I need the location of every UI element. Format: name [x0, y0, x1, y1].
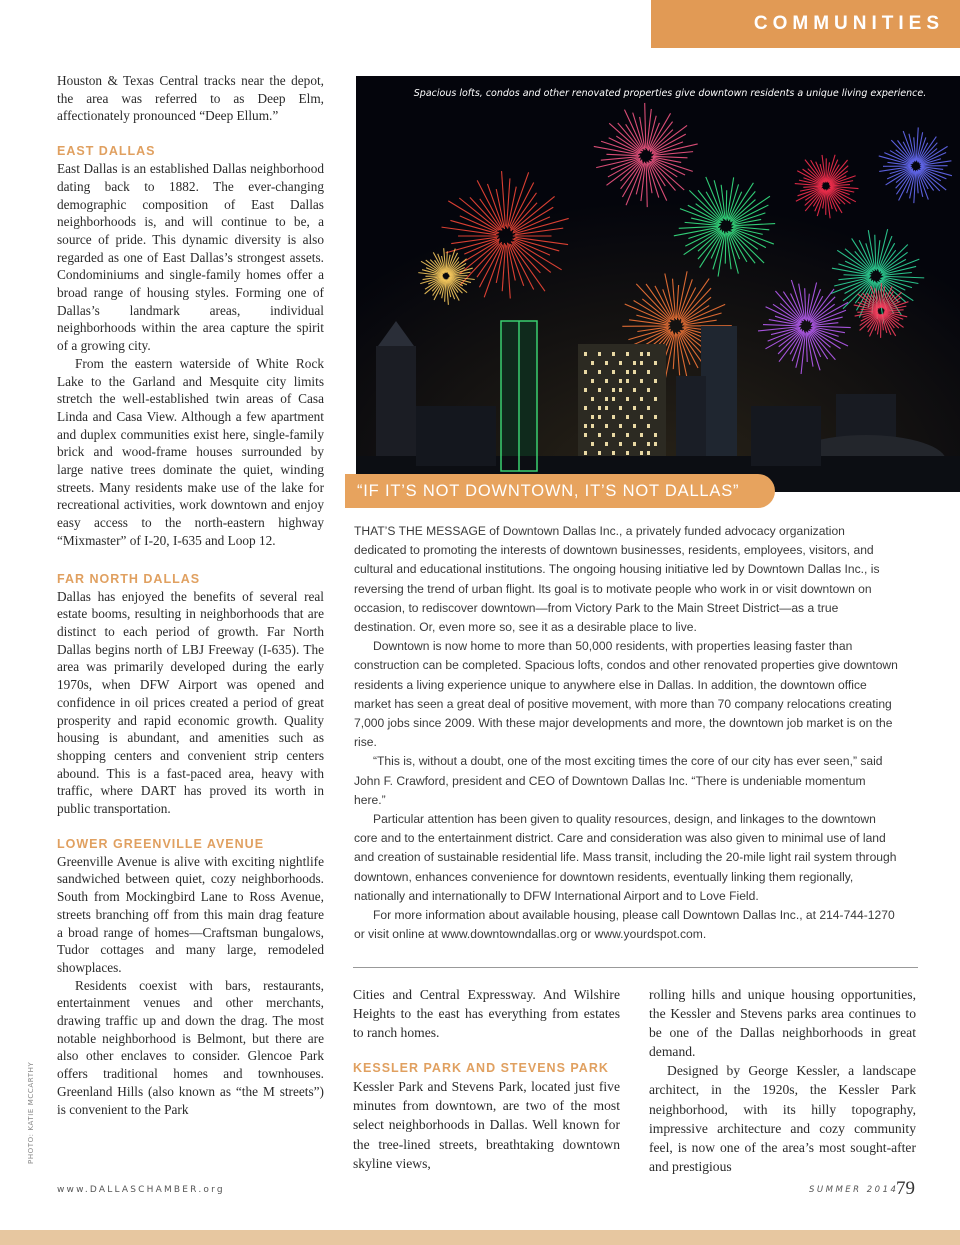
- window-light: [654, 433, 657, 437]
- window-light: [640, 361, 643, 365]
- sidebar-p1: THAT’S THE MESSAGE of Downtown Dallas Inc., a privately funded advocacy organization dedicated to promoting the interests of downtown businesses, residents, employees, visitors, and cultural and educational institutions. The ongoing housing initiative led by Downtown Dallas Inc., is reversing the trend of urban flight. Its goal is to motivate people who work in or visit downtown on occasion, to rediscover downtown—from Victory Park to the Main Street District—as a true destination. Or, even more so, see it as a desirable place to live.: [354, 524, 880, 635]
- window-light: [633, 406, 636, 410]
- window-light: [626, 451, 629, 455]
- window-light: [612, 415, 615, 419]
- window-light: [647, 352, 650, 356]
- sidebar-p2: Downtown is now home to more than 50,000 residents, with properties leasing faster than construction can be completed. Spacious lofts, condos and other renovated properties give downtown residents a living experience unique to anywhere else in Dallas. In addition, the downtown office market has seen a great deal of positive movement, with more than 70 company relocations creating 7,000 jobs since 2009. With these major developments and more, the downtown job market is on the rise.: [354, 639, 898, 750]
- window-light: [619, 379, 622, 383]
- window-light: [619, 406, 622, 410]
- window-light: [584, 352, 587, 356]
- window-light: [591, 397, 594, 401]
- window-light: [640, 397, 643, 401]
- window-light: [591, 361, 594, 365]
- window-light: [591, 424, 594, 428]
- window-light: [626, 433, 629, 437]
- photo-credit: PHOTO: KATIE MCCARTHY: [27, 1061, 35, 1164]
- window-light: [626, 415, 629, 419]
- window-light: [598, 451, 601, 455]
- window-light: [626, 397, 629, 401]
- window-light: [584, 370, 587, 374]
- firework-streak: [726, 190, 727, 220]
- sidebar-divider: [353, 967, 918, 968]
- east-dallas-p1: East Dallas is an established Dallas neighborhood dating back to 1882. The ever-changing demographic composition of East Dallas neighborhoods is, and will continue to be, a source of pride. This dynamic diversity is also regarded as one of East Dallas’s strongest assets. Condominiums and single-family homes offer a broad range of housing styles. Forming one of Dallas’s landmark areas, individual neighborhoods within the area capture the spirit of a growing city.: [57, 161, 324, 354]
- window-light: [605, 379, 608, 383]
- window-light: [605, 424, 608, 428]
- window-light: [647, 370, 650, 374]
- sidebar-p3: “This is, without a doubt, one of the most exciting times the core of our city has ever seen,” said John F. Crawford, president and CEO of Downtown Dallas Inc. “There is undeniable momentum here.”: [354, 754, 883, 807]
- window-light: [647, 451, 650, 455]
- window-light: [584, 433, 587, 437]
- footer-bar: [0, 1230, 960, 1245]
- window-light: [591, 442, 594, 446]
- window-light: [598, 406, 601, 410]
- window-light: [619, 442, 622, 446]
- fireworks-photo: [356, 76, 960, 492]
- right-p1: rolling hills and unique housing opportunities, the Kessler and Stevens parks area continues to be one of the Dallas neighborhoods in great demand.: [649, 987, 916, 1060]
- window-light: [626, 352, 629, 356]
- window-light: [612, 352, 615, 356]
- window-light: [626, 370, 629, 374]
- window-light: [598, 433, 601, 437]
- window-light: [626, 379, 629, 383]
- middle-column: [353, 985, 620, 1173]
- window-light: [633, 361, 636, 365]
- window-light: [633, 388, 636, 392]
- page-number: 79: [896, 1178, 915, 1199]
- right-p2: Designed by George Kessler, a landscape architect, in the 1920s, the Kessler Park neighborhood, with its hilly topography, impressive architecture and cozy community feel, is now one of the area’s most sought-after and prestigious: [649, 1063, 916, 1174]
- intro-paragraph: Houston & Texas Central tracks near the depot, the area was referred to as Deep Elm, affectionately pronounced “Deep Ellum.”: [57, 73, 324, 124]
- sidebar-p4: Particular attention has been given to quality resources, design, and linkages to the downtown core and to the entertainment district. Care and consideration was also given to minimal use of land and creation of sustainable residential life. Mass transit, including the 20-mile light rail system through downtown, enhances convenience for downtown residents, eventually linking them regionally, nationally and internationally to DFW International Airport and to Love Field.: [354, 812, 897, 903]
- window-light: [612, 388, 615, 392]
- left-column: [57, 72, 324, 1118]
- window-light: [619, 424, 622, 428]
- east-dallas-p2: From the eastern waterside of White Rock Lake to the Garland and Mesquite city limits stretch the well-established twin areas of Casa Linda and Casa View. Although a few apartment and duplex communities exist here, single-family brick and wood-frame houses surrounded by large native trees dominate the quiet, winding streets. Many residents make use of the lake for recreational activities, work downtown and enjoy easy access to the north-eastern highway “Mixmaster” of I-20, I-635 and Loop 12.: [57, 355, 324, 548]
- window-light: [605, 397, 608, 401]
- footer-website: www.DALLASCHAMBER.org: [57, 1185, 225, 1195]
- window-light: [584, 451, 587, 455]
- window-light: [640, 451, 643, 455]
- window-light: [612, 370, 615, 374]
- window-light: [654, 397, 657, 401]
- window-light: [619, 388, 622, 392]
- window-light: [605, 406, 608, 410]
- window-light: [654, 361, 657, 365]
- window-light: [633, 370, 636, 374]
- fireworks-skyline-illustration: [356, 76, 960, 492]
- window-light: [640, 415, 643, 419]
- window-light: [584, 388, 587, 392]
- window-light: [640, 352, 643, 356]
- section-tab-label: COMMUNITIES: [753, 13, 944, 34]
- window-light: [654, 415, 657, 419]
- window-light: [647, 388, 650, 392]
- middle-p1: Cities and Central Expressway. And Wilshire Heights to the east has everything from estates to ranch homes.: [353, 987, 620, 1041]
- firework-streak: [725, 232, 726, 264]
- sidebar-body: [354, 522, 900, 944]
- window-light: [591, 415, 594, 419]
- kessler-p1: Kessler Park and Stevens Park, located just five minutes from downtown, are two of the most select neighborhoods in Dallas. Well known for the tree-lined streets, breathtaking downtown skyline views,: [353, 1079, 620, 1171]
- window-light: [598, 388, 601, 392]
- window-light: [640, 379, 643, 383]
- sidebar-p5: For more information about available housing, please call Downtown Dallas Inc., at 214-744-1270 or visit online at www.downtowndallas.org or www.yourdspot.com.: [354, 908, 895, 942]
- lower-greenville-heading: LOWER GREENVILLE AVENUE: [57, 836, 265, 851]
- section-tab: [651, 0, 960, 48]
- window-light: [605, 361, 608, 365]
- far-north-p1: Dallas has enjoyed the benefits of several real estate booms, resulting in neighborhoods that are distinct to each period of growth. Far North Dallas begins north of LBJ Freeway (I-635). The area was primarily developed during the early 1970s, when DFW Airport was opened and confidence in oil prices created a period of great prosperity and rapid economic growth. Quality housing is abundant, and amenities such as shopping centers and convenient strip centers abound. This is a fast-paced area, heavy with traffic, where DART has proved its worth in public transportation.: [57, 588, 324, 817]
- right-column: [649, 985, 916, 1176]
- window-light: [598, 415, 601, 419]
- lower-greenville-p1: Greenville Avenue is alive with exciting nightlife sandwiched between quiet, cozy neighborhoods. South from Mockingbird Lane to Ross Avenue, streets branching off from this main drag feature a broad range of homes—Craftsman bungalows, Tudor cottages and many large, remodeled showplaces.: [57, 853, 324, 975]
- kessler-heading: KESSLER PARK AND STEVENS PARK: [353, 1061, 609, 1076]
- window-light: [647, 406, 650, 410]
- window-light: [598, 370, 601, 374]
- window-light: [612, 433, 615, 437]
- footer-issue: SUMMER 2014: [809, 1185, 899, 1195]
- window-light: [647, 442, 650, 446]
- window-light: [612, 397, 615, 401]
- window-light: [619, 361, 622, 365]
- sidebar-banner-text: “IF IT’S NOT DOWNTOWN, IT’S NOT DALLAS”: [357, 481, 740, 500]
- window-light: [584, 424, 587, 428]
- window-light: [633, 442, 636, 446]
- window-light: [640, 433, 643, 437]
- window-light: [584, 406, 587, 410]
- window-light: [654, 379, 657, 383]
- window-light: [605, 442, 608, 446]
- window-light: [598, 352, 601, 356]
- sidebar-banner: [345, 474, 775, 508]
- east-dallas-heading: EAST DALLAS: [57, 144, 156, 159]
- photo-caption: Spacious lofts, condos and other renovated properties give downtown residents a unique living experience.: [413, 88, 927, 99]
- lower-greenville-p2: Residents coexist with bars, restaurants, entertainment venues and other merchants, drawing traffic up and down the drag. The most notable neighborhood is Belmont, but there are also other enclaves to consider. Glencoe Park offers traditional homes and townhouses. Greenland Hills (also known as “the M streets”) is convenient to the Park: [57, 977, 324, 1117]
- window-light: [612, 451, 615, 455]
- window-light: [633, 424, 636, 428]
- window-light: [654, 442, 657, 446]
- far-north-heading: FAR NORTH DALLAS: [57, 571, 201, 586]
- window-light: [647, 424, 650, 428]
- window-light: [591, 379, 594, 383]
